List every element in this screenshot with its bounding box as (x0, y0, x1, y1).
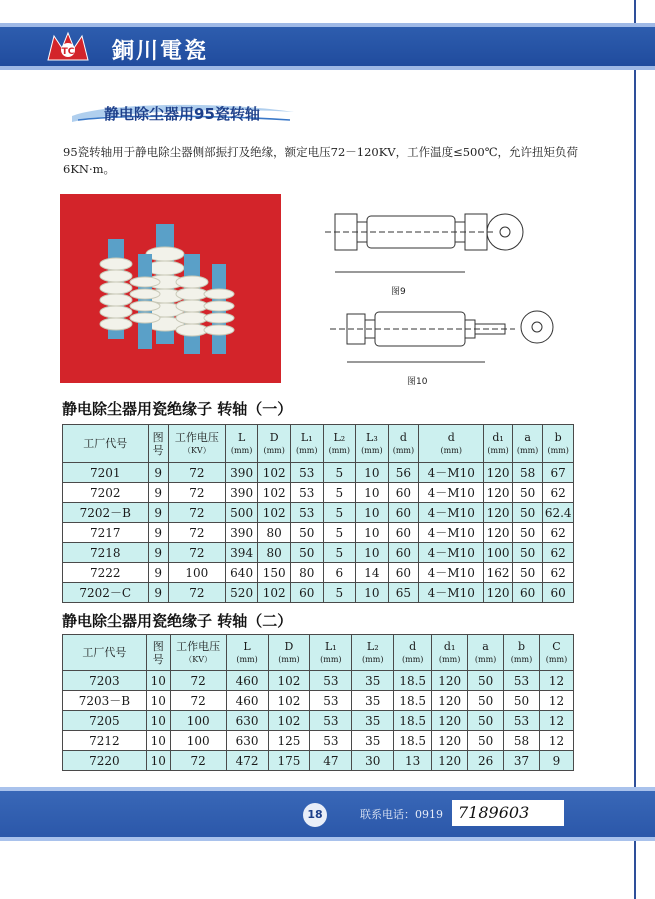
column-header (268, 635, 310, 671)
table-row (63, 751, 574, 771)
column-header-label: b (517, 639, 526, 653)
column-header (168, 425, 225, 463)
column-header-unit: (mm) (474, 654, 497, 664)
table-cell: 9 (148, 463, 168, 483)
column-header (352, 635, 394, 671)
column-header-label: a (524, 430, 531, 444)
table-cell: 630 (226, 711, 268, 731)
table-cell: 72 (168, 523, 225, 543)
table-cell: 50 (512, 483, 543, 503)
table-cell: 9 (539, 751, 573, 771)
table-cell: 53 (504, 671, 540, 691)
column-header-unit: (mm) (392, 445, 415, 455)
table-cell: 10 (146, 671, 170, 691)
table-cell: 4－M10 (419, 483, 484, 503)
table-cell: 53 (310, 691, 352, 711)
table-cell: 390 (225, 483, 258, 503)
column-header-label: 图 (152, 639, 164, 653)
figure-10-label: 图10 (407, 377, 428, 387)
table-cell: 72 (168, 463, 225, 483)
table-cell: 120 (432, 711, 468, 731)
column-header-label: 工作电压 (176, 639, 221, 653)
column-header (543, 425, 574, 463)
column-header (170, 635, 226, 671)
table-cell: 102 (268, 711, 310, 731)
table-row (63, 503, 574, 523)
column-header-label: 工厂代号 (82, 646, 127, 659)
table-cell: 120 (484, 523, 513, 543)
table-cell: 50 (512, 523, 543, 543)
table-cell: 500 (225, 503, 258, 523)
table-cell: 9 (148, 543, 168, 563)
page-edge-rule (634, 0, 636, 899)
column-header (323, 425, 356, 463)
table-cell: 7201 (63, 463, 149, 483)
table-cell: 30 (352, 751, 394, 771)
column-header-label: a (482, 639, 489, 653)
table-cell: 120 (432, 731, 468, 751)
table-cell: 100 (484, 543, 513, 563)
table-cell: 150 (258, 563, 291, 583)
column-header-label: L (237, 430, 246, 444)
table-cell: 7222 (63, 563, 149, 583)
table-cell: 162 (484, 563, 513, 583)
column-header (226, 635, 268, 671)
table-cell: 394 (225, 543, 258, 563)
header-stripe-top (0, 23, 655, 27)
table-cell: 120 (432, 691, 468, 711)
table-cell: 472 (226, 751, 268, 771)
table-cell: 5 (323, 463, 356, 483)
table-cell: 5 (323, 523, 356, 543)
table-cell: 10 (356, 503, 389, 523)
table-cell: 7202－B (63, 503, 149, 523)
column-header-label: b (554, 430, 562, 444)
table-cell: 7203 (63, 671, 147, 691)
column-header-label: d₁ (492, 430, 504, 444)
table-cell: 125 (268, 731, 310, 751)
table-cell: 120 (484, 503, 513, 523)
column-header-label: L₁ (300, 430, 313, 444)
table-cell: 100 (170, 711, 226, 731)
column-header-unit: (mm) (438, 654, 461, 664)
table-cell: 37 (504, 751, 540, 771)
table-row (63, 731, 574, 751)
table-cell: 7217 (63, 523, 149, 543)
column-header (63, 635, 147, 671)
column-header-label: L₁ (325, 639, 337, 653)
table-cell: 640 (225, 563, 258, 583)
column-header (310, 635, 352, 671)
table-cell: 7203－B (63, 691, 147, 711)
table1-title: 静电除尘器用瓷绝缘子 转轴（一） (62, 400, 293, 418)
table-cell: 35 (352, 731, 394, 751)
handwritten-phone-number: 7189603 (452, 800, 564, 826)
column-header (419, 425, 484, 463)
table-cell: 58 (512, 463, 543, 483)
table-cell: 12 (539, 731, 573, 751)
table-cell: 53 (290, 503, 323, 523)
column-header (512, 425, 543, 463)
company-logo (44, 30, 92, 64)
table-cell: 7202－C (63, 583, 149, 603)
table-cell: 60 (388, 543, 419, 563)
column-header-label: L (243, 639, 251, 653)
table-cell: 14 (356, 563, 389, 583)
table-cell: 10 (356, 483, 389, 503)
table-cell: 460 (226, 691, 268, 711)
table-cell: 53 (504, 711, 540, 731)
table-cell: 7218 (63, 543, 149, 563)
table-cell: 120 (432, 671, 468, 691)
table-cell: 72 (170, 671, 226, 691)
table-cell: 72 (168, 543, 225, 563)
column-header (148, 425, 168, 463)
table-cell: 100 (168, 563, 225, 583)
column-header (484, 425, 513, 463)
column-header-unit: (mm) (401, 654, 424, 664)
column-header-label: L₃ (366, 430, 378, 444)
table-cell: 10 (356, 583, 389, 603)
column-header-unit: (mm) (263, 445, 285, 455)
table-cell: 4－M10 (419, 563, 484, 583)
column-header-unit: (mm) (545, 654, 568, 664)
table-cell: 10 (356, 523, 389, 543)
table-cell: 120 (484, 483, 513, 503)
column-header (468, 635, 504, 671)
spec-table-1 (62, 424, 574, 603)
table-cell: 12 (539, 691, 573, 711)
page-title: 静电除尘器用95瓷转轴 (104, 105, 260, 123)
column-header-label: C (552, 639, 561, 653)
table-cell: 120 (484, 463, 513, 483)
column-header-label: L₂ (366, 639, 379, 653)
table-cell: 12 (539, 671, 573, 691)
table-cell: 60 (512, 583, 543, 603)
brand-name: 銅川電瓷 (112, 39, 209, 64)
table-cell: 50 (504, 691, 540, 711)
column-header-label: D (284, 639, 294, 653)
column-header-unit: (mm) (516, 445, 539, 455)
column-header-label: d₁ (443, 639, 456, 653)
table-cell: 50 (468, 671, 504, 691)
column-header-unit: (mm) (236, 654, 258, 664)
table-cell: 72 (168, 503, 225, 523)
table-cell: 10 (146, 751, 170, 771)
table-cell: 5 (323, 483, 356, 503)
table-cell: 35 (352, 671, 394, 691)
table-cell: 4－M10 (419, 503, 484, 523)
column-header-label: D (269, 430, 279, 444)
table-cell: 60 (543, 583, 574, 603)
column-header (290, 425, 323, 463)
table2-title: 静电除尘器用瓷绝缘子 转轴（二） (62, 612, 293, 630)
table-cell: 10 (146, 691, 170, 711)
table-cell: 72 (168, 583, 225, 603)
column-header-label: 工作电压 (174, 430, 219, 444)
contact-phone-label: 联系电话：0919 (360, 808, 443, 821)
table-cell: 50 (290, 523, 323, 543)
table-row (63, 563, 574, 583)
table-cell: 7202 (63, 483, 149, 503)
table-cell: 102 (268, 671, 310, 691)
column-header (63, 425, 149, 463)
column-header-unit: (mm) (320, 654, 342, 664)
column-header-label: d (447, 430, 455, 444)
table-row (63, 463, 574, 483)
column-header-unit: (mm) (361, 445, 383, 455)
column-header (356, 425, 389, 463)
table-cell: 47 (310, 751, 352, 771)
table-cell: 60 (290, 583, 323, 603)
table-cell: 9 (148, 483, 168, 503)
table-cell: 80 (258, 543, 291, 563)
column-header-unit: (mm) (230, 445, 253, 455)
table-cell: 13 (394, 751, 432, 771)
table-row (63, 523, 574, 543)
table-cell: 26 (468, 751, 504, 771)
table-row (63, 691, 574, 711)
table-cell: 7205 (63, 711, 147, 731)
column-header-unit: (mm) (440, 445, 462, 455)
table-cell: 80 (290, 563, 323, 583)
table-cell: 53 (310, 711, 352, 731)
table-cell: 10 (146, 711, 170, 731)
table-cell: 630 (226, 731, 268, 751)
table-cell: 520 (225, 583, 258, 603)
table-cell: 72 (170, 691, 226, 711)
figure-9-label: 图9 (391, 287, 406, 297)
table-cell: 5 (323, 543, 356, 563)
table-cell: 72 (168, 483, 225, 503)
table-cell: 18.5 (394, 711, 432, 731)
technical-drawing (305, 202, 575, 392)
table-cell: 72 (170, 751, 226, 771)
column-header (504, 635, 540, 671)
table-cell: 9 (148, 523, 168, 543)
table-cell: 102 (258, 463, 291, 483)
table-cell: 10 (356, 463, 389, 483)
table-cell: 50 (468, 691, 504, 711)
title-banner (68, 100, 298, 126)
column-header (388, 425, 419, 463)
table-cell: 60 (388, 503, 419, 523)
header-stripe-bottom (0, 66, 655, 70)
header-band (0, 23, 655, 70)
table-cell: 65 (388, 583, 419, 603)
table-cell: 50 (468, 711, 504, 731)
table-cell: 18.5 (394, 671, 432, 691)
table-row (63, 483, 574, 503)
table-cell: 50 (290, 543, 323, 563)
table-cell: 62 (543, 563, 574, 583)
column-header-label: d (399, 430, 407, 444)
column-header-unit: 号 (152, 652, 164, 666)
spec-table-2 (62, 634, 574, 771)
table-cell: 60 (388, 563, 419, 583)
table-cell: 53 (310, 731, 352, 751)
table-cell: 67 (543, 463, 574, 483)
table-cell: 6 (323, 563, 356, 583)
table-cell: 100 (170, 731, 226, 751)
footer-stripe-top (0, 787, 655, 791)
table-cell: 35 (352, 711, 394, 731)
column-header-unit: 号 (152, 443, 164, 457)
table-cell: 10 (146, 731, 170, 751)
table-cell: 53 (290, 483, 323, 503)
table-cell: 4－M10 (419, 583, 484, 603)
table-cell: 390 (225, 523, 258, 543)
table-cell: 50 (512, 503, 543, 523)
table-cell: 62 (543, 483, 574, 503)
footer-stripe-bottom (0, 837, 655, 841)
column-header-label: 工厂代号 (83, 437, 128, 450)
table-cell: 120 (432, 751, 468, 771)
table-cell: 53 (310, 671, 352, 691)
column-header (432, 635, 468, 671)
table-cell: 60 (388, 523, 419, 543)
column-header (146, 635, 170, 671)
column-header (539, 635, 573, 671)
table-cell: 18.5 (394, 691, 432, 711)
table-cell: 5 (323, 503, 356, 523)
table-cell: 5 (323, 583, 356, 603)
table-cell: 390 (225, 463, 258, 483)
table-cell: 56 (388, 463, 419, 483)
table-cell: 53 (290, 463, 323, 483)
table-cell: 102 (268, 691, 310, 711)
table-cell: 4－M10 (419, 463, 484, 483)
table-cell: 50 (512, 563, 543, 583)
column-header-label: d (409, 639, 417, 653)
table-cell: 80 (258, 523, 291, 543)
table-cell: 102 (258, 583, 291, 603)
table-cell: 120 (484, 583, 513, 603)
table-cell: 9 (148, 503, 168, 523)
column-header-unit: (mm) (278, 654, 300, 664)
intro-paragraph: 95瓷转轴用于静电除尘器侧部振打及绝缘，额定电压72－120KV，工作温度≤500℃，允许扭矩负荷6KN·m。 (63, 145, 579, 176)
table-cell: 50 (468, 731, 504, 751)
table-header-row (63, 635, 574, 671)
column-header (258, 425, 291, 463)
column-header-label: L₂ (333, 430, 346, 444)
column-header-unit: (mm) (362, 654, 384, 664)
table-cell: 7212 (63, 731, 147, 751)
svg-text:TC: TC (61, 47, 75, 57)
table-cell: 62.4 (543, 503, 574, 523)
column-header-unit: (mm) (547, 445, 569, 455)
table-cell: 102 (258, 503, 291, 523)
column-header-unit: (mm) (328, 445, 351, 455)
column-header (225, 425, 258, 463)
column-header-unit: (mm) (296, 445, 318, 455)
column-header-unit: (mm) (487, 445, 509, 455)
table-cell: 4－M10 (419, 543, 484, 563)
table-cell: 18.5 (394, 731, 432, 751)
column-header (394, 635, 432, 671)
table-header-row (63, 425, 574, 463)
table-row (63, 583, 574, 603)
table-cell: 7220 (63, 751, 147, 771)
table-cell: 62 (543, 523, 574, 543)
column-header-unit: (mm) (510, 654, 533, 664)
table-cell: 10 (356, 543, 389, 563)
column-header-unit: （KV） (182, 445, 211, 455)
table-cell: 175 (268, 751, 310, 771)
table-cell: 35 (352, 691, 394, 711)
table-cell: 460 (226, 671, 268, 691)
table-cell: 102 (258, 483, 291, 503)
column-header-unit: （KV） (184, 654, 213, 664)
table-cell: 62 (543, 543, 574, 563)
table-cell: 58 (504, 731, 540, 751)
page-number: 18 (303, 803, 327, 827)
table-cell: 12 (539, 711, 573, 731)
table-cell: 60 (388, 483, 419, 503)
table-row (63, 671, 574, 691)
table-row (63, 711, 574, 731)
table-cell: 4－M10 (419, 523, 484, 543)
table-cell: 9 (148, 563, 168, 583)
product-photo (60, 194, 281, 383)
table-cell: 50 (512, 543, 543, 563)
table-row (63, 543, 574, 563)
table-cell: 9 (148, 583, 168, 603)
column-header-label: 图 (152, 430, 164, 444)
